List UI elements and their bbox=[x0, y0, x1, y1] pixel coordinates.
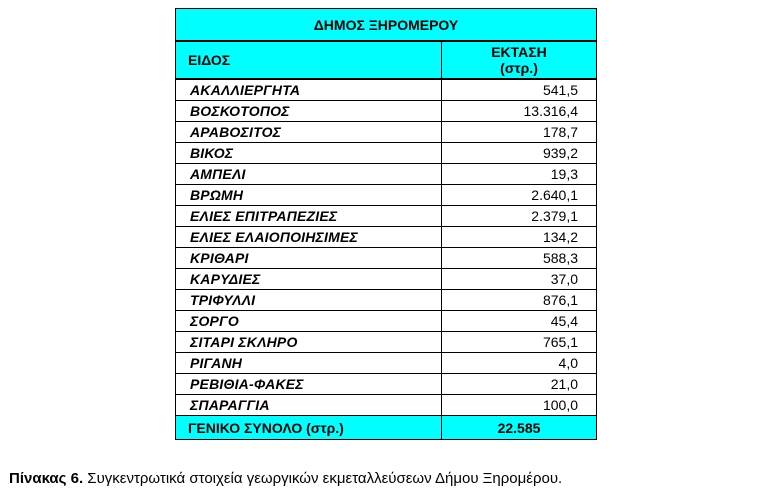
row-area-cell: 588,3 bbox=[442, 248, 597, 269]
caption-label: Πίνακας 6. bbox=[9, 470, 84, 487]
row-type-cell: ΣΙΤΑΡΙ ΣΚΛΗΡΟ bbox=[176, 332, 442, 353]
table-row bbox=[176, 143, 597, 164]
row-area-cell: 37,0 bbox=[442, 269, 597, 290]
row-type-cell: ΡΕΒΙΘΙΑ-ΦΑΚΕΣ bbox=[176, 374, 442, 395]
row-type-cell: ΡΙΓΑΝΗ bbox=[176, 353, 442, 374]
table-row bbox=[176, 227, 597, 248]
table-row bbox=[176, 374, 597, 395]
row-type-cell: ΒΟΣΚΟΤΟΠΟΣ bbox=[176, 101, 442, 122]
land-use-table bbox=[175, 8, 597, 440]
row-type-cell: ΚΑΡΥΔΙΕΣ bbox=[176, 269, 442, 290]
row-type-cell: ΒΡΩΜΗ bbox=[176, 185, 442, 206]
row-type-cell: ΑΚΑΛΛΙΕΡΓΗΤΑ bbox=[176, 79, 442, 101]
table-row bbox=[176, 164, 597, 185]
row-type-cell: ΤΡΙΦΥΛΛΙ bbox=[176, 290, 442, 311]
header-area bbox=[442, 41, 597, 79]
row-area-cell: 178,7 bbox=[442, 122, 597, 143]
table-row bbox=[176, 79, 597, 101]
table-row bbox=[176, 101, 597, 122]
table-caption bbox=[9, 470, 562, 487]
table-row bbox=[176, 395, 597, 416]
table-row bbox=[176, 122, 597, 143]
total-label: ΓΕΝΙΚΟ ΣΥΝΟΛΟ (στρ.) bbox=[176, 416, 442, 440]
caption-text: Συγκεντρωτικά στοιχεία γεωργικών εκμεταλλεύσεων Δήμου Ξηρομέρου. bbox=[83, 470, 563, 487]
row-type-cell: ΒΙΚΟΣ bbox=[176, 143, 442, 164]
table-row bbox=[176, 269, 597, 290]
row-area-cell: 4,0 bbox=[442, 353, 597, 374]
row-type-cell: ΕΛΙΕΣ ΕΠΙΤΡΑΠΕΖΙΕΣ bbox=[176, 206, 442, 227]
row-type-cell: ΚΡΙΘΑΡΙ bbox=[176, 248, 442, 269]
row-area-cell: 134,2 bbox=[442, 227, 597, 248]
header-type: ΕΙΔΟΣ bbox=[176, 41, 442, 79]
row-type-cell: ΣΠΑΡΑΓΓΙΑ bbox=[176, 395, 442, 416]
row-area-cell: 2.640,1 bbox=[442, 185, 597, 206]
row-area-cell: 939,2 bbox=[442, 143, 597, 164]
table-row bbox=[176, 185, 597, 206]
land-use-table-container bbox=[175, 8, 596, 440]
table-row bbox=[176, 353, 597, 374]
total-value: 22.585 bbox=[442, 416, 597, 440]
row-type-cell: ΑΡΑΒΟΣΙΤΟΣ bbox=[176, 122, 442, 143]
row-type-cell: ΕΛΙΕΣ ΕΛΑΙΟΠΟΙΗΣΙΜΕΣ bbox=[176, 227, 442, 248]
table-row bbox=[176, 311, 597, 332]
table-row bbox=[176, 290, 597, 311]
row-area-cell: 541,5 bbox=[442, 79, 597, 101]
row-area-cell: 876,1 bbox=[442, 290, 597, 311]
row-type-cell: ΑΜΠΕΛΙ bbox=[176, 164, 442, 185]
row-area-cell: 21,0 bbox=[442, 374, 597, 395]
row-area-cell: 2.379,1 bbox=[442, 206, 597, 227]
header-area-line1: ΕΚΤΑΣΗ bbox=[491, 44, 547, 60]
table-row bbox=[176, 206, 597, 227]
table-title: ΔΗΜΟΣ ΞΗΡΟΜΕΡΟΥ bbox=[176, 9, 597, 42]
table-row bbox=[176, 248, 597, 269]
table-total-row bbox=[176, 416, 597, 440]
row-area-cell: 13.316,4 bbox=[442, 101, 597, 122]
table-row bbox=[176, 332, 597, 353]
header-area-line2: (στρ.) bbox=[500, 60, 538, 76]
row-type-cell: ΣΟΡΓΟ bbox=[176, 311, 442, 332]
row-area-cell: 45,4 bbox=[442, 311, 597, 332]
row-area-cell: 765,1 bbox=[442, 332, 597, 353]
table-title-row bbox=[176, 9, 597, 42]
row-area-cell: 19,3 bbox=[442, 164, 597, 185]
row-area-cell: 100,0 bbox=[442, 395, 597, 416]
table-header-row bbox=[176, 41, 597, 79]
